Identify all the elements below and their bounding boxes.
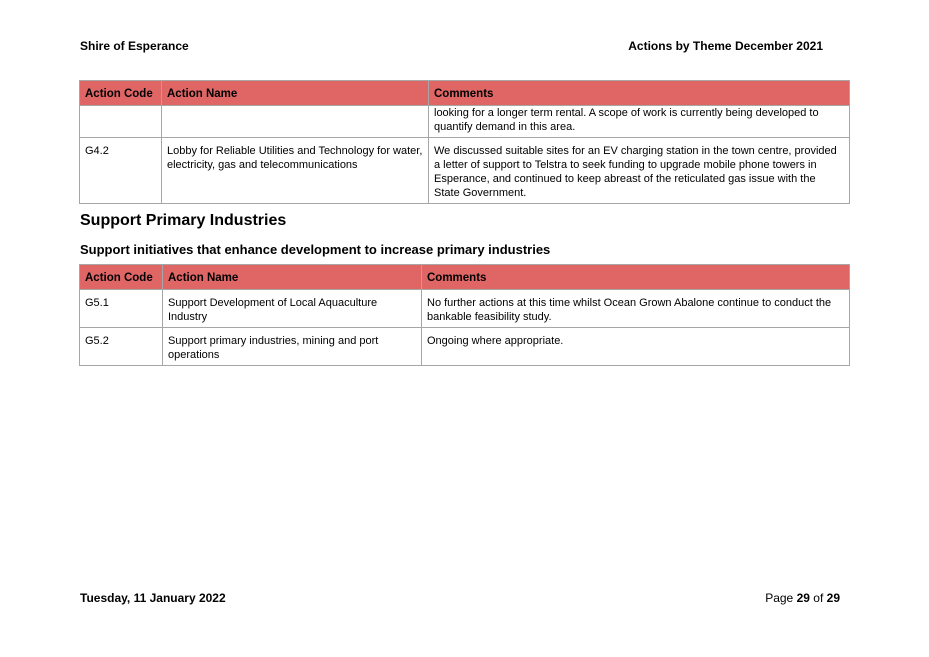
header-report-title: Actions by Theme December 2021 xyxy=(628,39,823,53)
column-header-comments: Comments xyxy=(422,265,850,290)
footer-date: Tuesday, 11 January 2022 xyxy=(80,591,226,605)
action-name-cell xyxy=(162,106,429,138)
action-name-cell: Support Development of Local Aquaculture Industry xyxy=(163,290,422,328)
table-header-row xyxy=(80,81,850,106)
comment-cell: looking for a longer term rental. A scope of work is currently being developed to quantify demand in this area. xyxy=(429,106,850,138)
column-header-action-code: Action Code xyxy=(80,81,162,106)
comment-cell: Ongoing where appropriate. xyxy=(422,328,850,366)
section-title: Support Primary Industries xyxy=(80,212,287,229)
page-of: of xyxy=(813,591,824,605)
page-current: 29 xyxy=(796,591,810,605)
comment-cell: We discussed suitable sites for an EV charging station in the town centre, provided a letter of support to Telstra to seek funding to upgrade mobile phone towers in Esperance, and continued to keep abreast of the reticulated gas issue with the State Government. xyxy=(429,138,850,204)
page-word: Page xyxy=(765,591,794,605)
header-organisation: Shire of Esperance xyxy=(80,39,189,53)
table-row xyxy=(80,290,850,328)
table-header-row xyxy=(80,265,850,290)
table-row xyxy=(80,106,850,138)
action-code-cell: G4.2 xyxy=(80,138,162,204)
table-row xyxy=(80,138,850,204)
section-subtitle: Support initiatives that enhance development to increase primary industries xyxy=(80,242,551,257)
action-name-cell: Support primary industries, mining and port operations xyxy=(163,328,422,366)
column-header-action-name: Action Name xyxy=(162,81,429,106)
action-code-cell xyxy=(80,106,162,138)
page-total: 29 xyxy=(826,591,840,605)
footer-page-number xyxy=(765,591,840,605)
column-header-action-code: Action Code xyxy=(80,265,163,290)
actions-table-growth xyxy=(79,80,850,204)
table-row xyxy=(80,328,850,366)
action-name-cell: Lobby for Reliable Utilities and Technology for water, electricity, gas and telecommunications xyxy=(162,138,429,204)
action-code-cell: G5.2 xyxy=(80,328,163,366)
comment-cell: No further actions at this time whilst Ocean Grown Abalone continue to conduct the bankable feasibility study. xyxy=(422,290,850,328)
action-code-cell: G5.1 xyxy=(80,290,163,328)
column-header-comments: Comments xyxy=(429,81,850,106)
actions-table-primary-industries xyxy=(79,264,850,366)
column-header-action-name: Action Name xyxy=(163,265,422,290)
